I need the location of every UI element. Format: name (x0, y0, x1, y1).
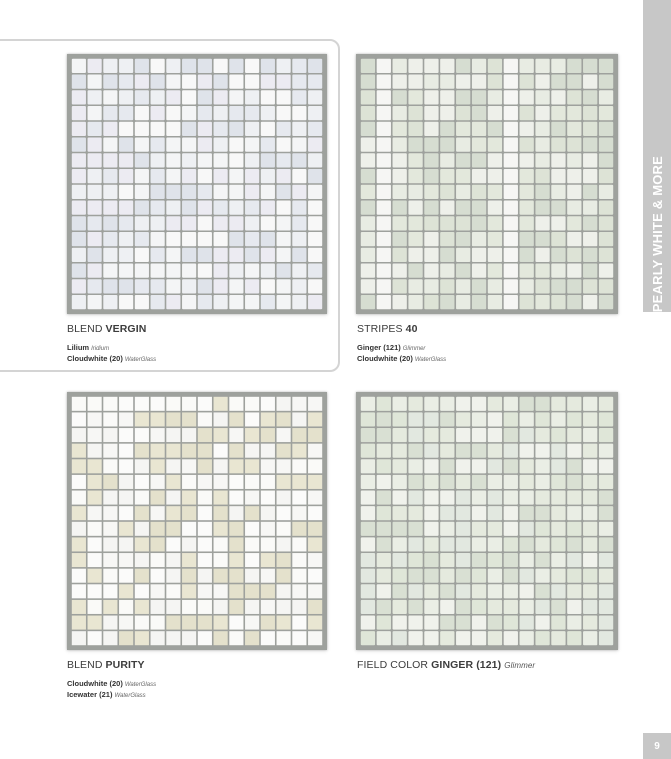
tile-image-purity (67, 392, 327, 650)
product-name: PURITY (105, 659, 145, 671)
component-item: Ginger (121) Glimmer (357, 343, 426, 352)
tile-image-vergin (67, 54, 327, 314)
side-tab-label: PEARLY WHITE & MORE (649, 155, 665, 312)
tile-image-ginger (356, 392, 618, 650)
product-title (357, 659, 535, 671)
product-prefix: BLEND (67, 659, 103, 671)
side-tab-label-wrap (643, 0, 671, 312)
component-item: Cloudwhite (20) WaterGlass (357, 354, 447, 363)
component-item: Lilium Iridium (67, 343, 110, 352)
component-item: Cloudwhite (20) WaterGlass (67, 354, 157, 363)
product-prefix: STRIPES (357, 323, 403, 335)
mosaic-tile-icon (356, 54, 618, 314)
product-material: Glimmer (504, 661, 536, 670)
tile-image-stripes-40 (356, 54, 618, 314)
product-name: GINGER (121) (431, 659, 502, 671)
product-prefix: FIELD COLOR (357, 659, 429, 671)
component-list (67, 343, 156, 365)
page-number: 9 (643, 733, 671, 759)
product-name: VERGIN (105, 323, 147, 335)
product-prefix: BLEND (67, 323, 103, 335)
component-list (357, 343, 446, 365)
product-name: 40 (405, 323, 418, 335)
product-title (357, 323, 418, 335)
mosaic-tile-icon (67, 392, 327, 650)
mosaic-tile-icon (356, 392, 618, 650)
component-item: Cloudwhite (20) WaterGlass (67, 679, 157, 688)
mosaic-tile-icon (67, 54, 327, 314)
component-list (67, 679, 156, 701)
component-item: Icewater (21) WaterGlass (67, 690, 146, 699)
product-title (67, 659, 145, 671)
product-title (67, 323, 146, 335)
